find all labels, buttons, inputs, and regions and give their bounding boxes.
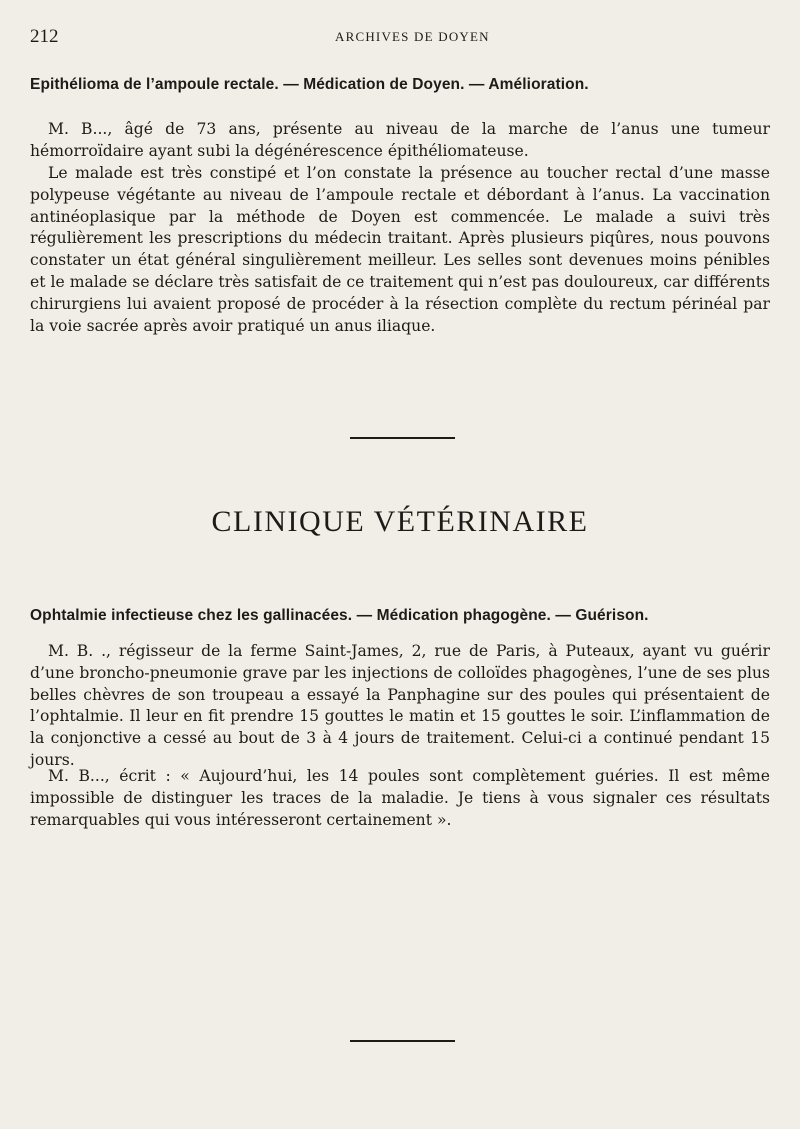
- clinique-veterinaire-heading: CLINIQUE VÉTÉRINAIRE: [211, 505, 589, 538]
- case1-title: Epithélioma de l’ampoule rectale. — Médication de Doyen. — Amélioration.: [30, 76, 589, 93]
- bleed-through-texture: [30, 425, 770, 447]
- section-divider-top: [350, 437, 455, 439]
- case2-paragraph-2: M. B..., écrit : « Aujourd’hui, les 14 poules sont complètement guéries. Il est même impossible de distinguer les traces de la maladie. Je tiens à vous signaler ces résultats remarquables qui vous intéresseront certainement ».: [30, 767, 770, 829]
- case2-paragraph-1: M. B. ., régisseur de la ferme Saint-James, 2, rue de Paris, à Puteaux, ayant vu guérir d’une broncho-pneumonie grave par les injections de colloïdes phagogènes, l’une de ses plus belles chèvres de son troupeau a essayé la Panphagine sur des poules qui présentaient de l’ophtalmie. Il leur en fit prendre 15 gouttes le matin et 15 gouttes le soir. L’inflammation de la conjonctive a cessé au bout de 3 à 4 jours de traitement. Celui-ci a continué pendant 15 jours.: [30, 642, 770, 769]
- section-divider-bottom: [350, 1040, 455, 1042]
- page-header: [30, 26, 750, 50]
- case2-title: Ophtalmie infectieuse chez les gallinacées. — Médication phagogène. — Guérison.: [30, 607, 649, 624]
- page-number: 212: [30, 26, 59, 47]
- case1-paragraph-2: Le malade est très constipé et l’on constate la présence au toucher rectal d’une masse polypeuse végétante au niveau de l’ampoule rectale et débordant à l’anus. La vaccination antinéoplasique par la méthode de Doyen est commencée. Le malade a suivi très régulièrement les prescriptions du médecin traitant. Après plusieurs piqûres, nous pouvons constater un état général singulièrement meilleur. Les selles sont devenues moins pénibles et le malade se déclare très satisfait de ce traitement qui n’est pas douloureux, car différents chirurgiens lui avaient proposé de procéder à la résection complète du rectum périnéal par la voie sacrée après avoir pratiqué un anus iliaque.: [30, 164, 770, 335]
- running-title: ARCHIVES DE DOYEN: [335, 29, 490, 44]
- case1-paragraph-1: M. B..., âgé de 73 ans, présente au niveau de la marche de l’anus une tumeur hémorroïdaire ayant subi la dégénérescence épithéliomateuse.: [30, 120, 770, 160]
